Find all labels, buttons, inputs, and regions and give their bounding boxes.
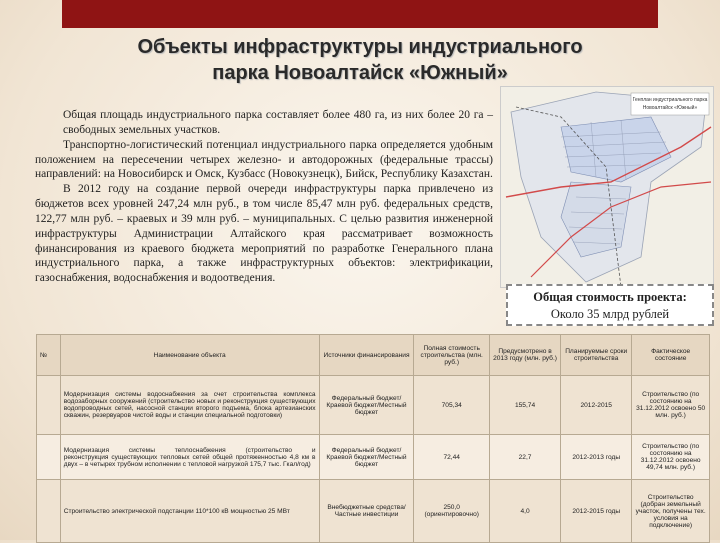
header-total: Полная стоимость строительства (млн. руб.) bbox=[414, 335, 489, 376]
cost-value: Около 35 млрд рублей bbox=[550, 307, 670, 321]
cell-object-first-line bbox=[64, 447, 316, 454]
table-header-row bbox=[37, 335, 710, 376]
project-cost-box bbox=[506, 284, 714, 326]
park-site-map bbox=[500, 86, 714, 288]
cell-total: 250,0 (ориентировочно) bbox=[414, 480, 489, 543]
cell-years: 2012-2013 годы bbox=[561, 435, 632, 480]
cell-planned: 155,74 bbox=[489, 376, 560, 435]
word: теплоснабжения bbox=[174, 446, 226, 454]
cell-object: Строительство электрической подстанции 110*100 кВ мощностью 25 МВт bbox=[60, 480, 319, 543]
cell-years: 2012-2015 bbox=[561, 376, 632, 435]
paragraph-funding: В 2012 году на создание первой очереди инфраструктуры парка привлечено из бюджетов всех уровней 247,24 млн руб., в том числе 85,47 млн руб. федеральных средств, 122,77 млн руб. – краевых и 39 млн руб. – муниципальных. С целью развития инженерной инфраструктуры Администрации Алтайского края рассматривает возможность финансирования из краевого бюджета мероприятий по разработке Генерального плана индустриального парка, а также инфраструктурных объектов: электрификации, газоснабжения, водоснабжения и водоотведения. bbox=[35, 183, 493, 285]
map-caption-top: Генплан индустриального парка bbox=[632, 97, 708, 103]
header-number: № bbox=[37, 335, 61, 376]
top-accent-bar bbox=[62, 0, 658, 28]
paragraph-logistics: Транспортно-логистический потенциал индустриального парка определяется удобным положением на пересечении четырех железно- и автодорожных (федеральные трассы) направлений: на Новосибирск и Омск, Кузбасс (Новокузнецк), Бийск, Республику Казахстан. bbox=[35, 138, 493, 181]
cell-number bbox=[37, 376, 61, 435]
map-caption: Новоалтайск «Южный» bbox=[642, 105, 698, 111]
page-title bbox=[40, 34, 680, 86]
table-row bbox=[37, 435, 710, 480]
paragraph-area: Общая площадь индустриального парка составляет более 480 га, из них более 20 га – свободных земельных участков. bbox=[63, 109, 493, 136]
cell-number bbox=[37, 480, 61, 543]
cell-planned: 4,0 bbox=[489, 480, 560, 543]
cell-source: Федеральный бюджет/ Краевой бюджет/Местный бюджет bbox=[319, 376, 414, 435]
map-drawing bbox=[501, 87, 713, 287]
cost-label: Общая стоимость проекта: bbox=[533, 290, 687, 304]
word: и bbox=[311, 446, 316, 454]
cell-object-rest: реконструкция существующих тепловых сетей общей протяженностью 4,8 км в двух – в четырех трубном исполнении с тепловой нагрузкой 175,7 тыс. Гкал/год) bbox=[63, 453, 316, 468]
cell-years: 2012-2015 годы bbox=[561, 480, 632, 543]
cell-status: Строительство (по состоянию на 31.12.2012 освоено 50 млн. руб.) bbox=[632, 376, 710, 435]
title-line-2: парка Новоалтайск «Южный» bbox=[212, 62, 508, 84]
cell-source: Внебюджетные средства/Частные инвестиции bbox=[319, 480, 414, 543]
header-status: Фактическое состояние bbox=[632, 335, 710, 376]
cell-status: Строительство (по состоянию на 31.12.2012 освоено 49,74 млн. руб.) bbox=[632, 435, 710, 480]
description-text bbox=[35, 108, 493, 286]
cell-planned: 22,7 bbox=[489, 435, 560, 480]
cell-number bbox=[37, 435, 61, 480]
cell-object bbox=[60, 435, 319, 480]
cell-total: 72,44 bbox=[414, 435, 489, 480]
infrastructure-table bbox=[36, 334, 710, 543]
cell-status: Строительство (добран земельный участок, получены тех. условия на подключение) bbox=[632, 480, 710, 543]
word: системы bbox=[128, 446, 155, 454]
header-object: Наименование объекта bbox=[60, 335, 319, 376]
cell-source: Федеральный бюджет/ Краевой бюджет/Местный бюджет bbox=[319, 435, 414, 480]
cell-object: Модернизация системы водоснабжения за счет строительства комплекса водозаборных сооружений (строительство новых и реконструкция существующих водопроводных сетей, насосной станции второго подъема, блока артезианских скважин, резервуаров чистой воды и станции специальной подготовки) bbox=[60, 376, 319, 435]
header-years: Планируемые сроки строительства bbox=[561, 335, 632, 376]
word: (строительство bbox=[245, 446, 293, 454]
cell-total: 705,34 bbox=[414, 376, 489, 435]
word: Модернизация bbox=[63, 446, 110, 454]
table-row bbox=[37, 480, 710, 543]
header-planned: Предусмотрено в 2013 году (млн. руб.) bbox=[489, 335, 560, 376]
table-row bbox=[37, 376, 710, 435]
header-source: Источники финансирования bbox=[319, 335, 414, 376]
title-line-1: Объекты инфраструктуры индустриального bbox=[137, 36, 583, 58]
